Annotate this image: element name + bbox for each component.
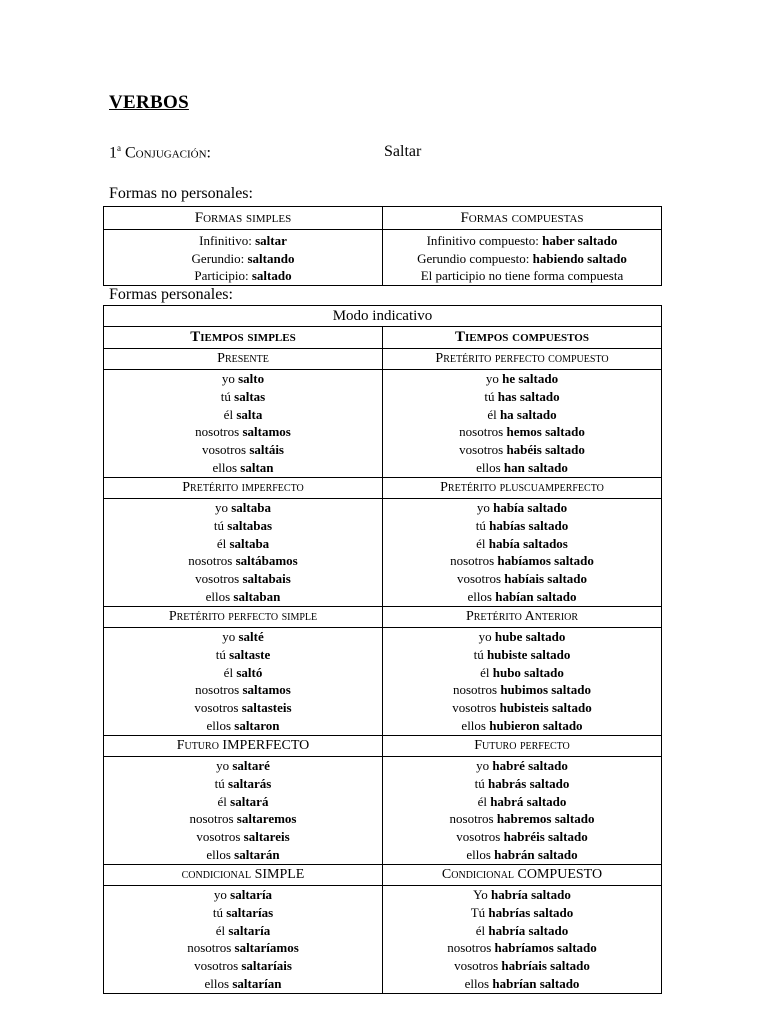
conjugation-number: 1: [109, 144, 117, 162]
form-value: habré saltado: [492, 758, 568, 773]
form-label: nosotros: [187, 940, 235, 956]
conjugated-form: [383, 975, 661, 993]
form-label: Gerundio:: [191, 250, 248, 266]
form-label: tú: [474, 775, 489, 791]
conjugated-form: [104, 423, 382, 441]
form-value: saltaste: [229, 646, 271, 662]
simple-conjugation-cell: [104, 370, 383, 478]
form-value: saltareis: [243, 829, 290, 845]
form-value: saltado: [251, 268, 292, 283]
conjugated-form: [383, 846, 661, 864]
conjugated-form: [383, 499, 661, 517]
form-label: yo: [216, 758, 233, 773]
form-label: tú: [475, 517, 490, 533]
conjugation-heading: [109, 143, 211, 162]
form-label: Infinitivo:: [199, 233, 256, 248]
verb-name: Saltar: [384, 143, 422, 160]
form-value: salta: [236, 406, 263, 422]
form-value: saltarían: [232, 975, 282, 991]
conjugated-form: [383, 406, 661, 424]
form-value: habíais saltado: [504, 571, 588, 587]
conjugated-form: [104, 459, 382, 477]
form-value: habremos saltado: [496, 811, 595, 827]
form-value: saltaríais: [241, 958, 292, 974]
form-value: saltan: [240, 459, 274, 475]
simple-tense-name: Pretérito imperfecto: [104, 478, 383, 499]
conjugated-form: [104, 699, 382, 717]
form-value: habrá saltado: [490, 793, 567, 809]
form-value: saltaron: [234, 717, 280, 733]
form-value: saltarías: [226, 904, 274, 920]
form-label: él: [223, 406, 237, 422]
form-value: saltabas: [227, 517, 273, 533]
form-label: vosotros: [202, 442, 250, 458]
form-label: él: [480, 664, 493, 680]
form-label: El participio no tiene forma compuesta: [420, 268, 624, 283]
form-value: habríais saltado: [501, 958, 590, 974]
personales-table: [103, 305, 662, 994]
form-label: ellos: [476, 459, 504, 475]
conjugated-form: [383, 441, 661, 459]
form-label: Tú: [470, 904, 489, 920]
conjugated-form: [383, 939, 661, 957]
form-value: habríamos saltado: [494, 940, 597, 956]
simple-conjugation-cell: [104, 886, 383, 994]
conjugated-form: [383, 957, 661, 975]
form-label: vosotros: [196, 829, 244, 845]
form-label: tú: [484, 388, 498, 404]
form-label: nosotros: [188, 553, 236, 569]
form-label: ellos: [206, 846, 235, 862]
form-value: saltamos: [242, 682, 291, 698]
conjugated-form: [383, 628, 661, 646]
form-label: ellos: [467, 588, 496, 604]
non-personal-form: [104, 232, 382, 250]
non-personal-form: [104, 267, 382, 285]
conjugated-form: [383, 517, 661, 535]
non-personal-form: [383, 250, 661, 268]
conjugated-form: [104, 757, 382, 775]
conjugated-form: [104, 535, 382, 553]
form-value: haber saltado: [542, 233, 618, 248]
simple-conjugation-cell: [104, 499, 383, 607]
simple-tense-name: condicional SIMPLE: [104, 865, 383, 886]
conjugation-label: Conjugación:: [125, 144, 212, 162]
conjugated-form: [383, 570, 661, 588]
form-value: hubiste saltado: [486, 646, 571, 662]
conjugated-form: [104, 646, 382, 664]
conjugated-form: [104, 370, 382, 388]
form-value: saltaban: [233, 588, 281, 604]
form-label: él: [477, 793, 491, 809]
personales-heading: Formas personales:: [109, 286, 233, 303]
compound-forms-cell: [383, 230, 662, 286]
conjugated-form: [383, 757, 661, 775]
form-value: he saltado: [502, 371, 559, 386]
form-label: vosotros: [456, 571, 505, 587]
form-value: saltaré: [232, 758, 270, 773]
form-label: él: [487, 406, 500, 422]
conjugated-form: [104, 681, 382, 699]
form-value: habías saltado: [489, 517, 569, 533]
form-label: tú: [473, 646, 487, 662]
form-label: ellos: [205, 588, 234, 604]
form-label: ellos: [464, 975, 493, 991]
form-value: saltó: [236, 664, 263, 680]
conjugated-form: [383, 717, 661, 735]
form-label: tú: [213, 517, 228, 533]
form-label: ellos: [461, 717, 490, 733]
conjugated-form: [104, 886, 382, 904]
conjugated-form: [104, 517, 382, 535]
form-label: vosotros: [459, 442, 507, 458]
form-value: habiendo saltado: [532, 250, 627, 266]
form-value: saltarán: [234, 846, 280, 862]
conjugated-form: [104, 406, 382, 424]
simple-tense-name: Presente: [104, 349, 383, 370]
non-personal-form: [383, 232, 661, 250]
form-label: vosotros: [452, 700, 500, 716]
form-value: había saltado: [493, 500, 568, 515]
form-label: yo: [478, 629, 495, 644]
form-value: hemos saltado: [506, 424, 585, 440]
form-label: yo: [221, 371, 239, 386]
form-label: ellos: [212, 459, 241, 475]
form-label: tú: [220, 388, 235, 404]
form-value: habrías saltado: [488, 904, 574, 920]
form-value: hubieron saltado: [489, 717, 583, 733]
form-value: saltaría: [228, 922, 271, 938]
conjugated-form: [104, 552, 382, 570]
form-label: nosotros: [189, 811, 237, 827]
compound-tense-name: Pretérito pluscuamperfecto: [383, 478, 662, 499]
conjugated-form: [383, 886, 661, 904]
form-value: saltar: [255, 233, 287, 248]
conjugated-form: [383, 793, 661, 811]
form-value: habéis saltado: [506, 442, 585, 458]
form-value: saltará: [230, 793, 269, 809]
form-value: había saltados: [488, 535, 568, 551]
compound-conjugation-cell: [383, 499, 662, 607]
form-value: saltas: [234, 388, 266, 404]
simple-forms-header: Formas simples: [104, 207, 383, 230]
form-label: Yo: [473, 887, 491, 902]
form-label: él: [475, 922, 489, 938]
form-label: vosotros: [195, 571, 243, 587]
simple-tense-name: Pretérito perfecto simple: [104, 607, 383, 628]
conjugated-form: [104, 717, 382, 735]
form-value: hubimos saltado: [500, 682, 591, 698]
conjugated-form: [383, 388, 661, 406]
conjugated-form: [383, 646, 661, 664]
form-label: nosotros: [195, 682, 243, 698]
page-title: VERBOS: [109, 92, 189, 113]
conjugated-form: [104, 810, 382, 828]
conjugated-form: [383, 552, 661, 570]
no-personales-table: [103, 206, 662, 286]
conjugated-form: [383, 588, 661, 606]
compound-forms-header: Formas compuestas: [383, 207, 662, 230]
compound-conjugation-cell: [383, 628, 662, 736]
simple-conjugation-cell: [104, 628, 383, 736]
conjugated-form: [104, 499, 382, 517]
form-value: han saltado: [503, 459, 568, 475]
compound-tense-name: Pretérito Anterior: [383, 607, 662, 628]
simple-forms-cell: [104, 230, 383, 286]
form-value: habréis saltado: [503, 829, 588, 845]
form-label: yo: [485, 371, 503, 386]
form-value: saltaremos: [236, 811, 297, 827]
form-value: habíamos saltado: [497, 553, 594, 569]
non-personal-form: [104, 250, 382, 268]
compound-conjugation-cell: [383, 757, 662, 865]
form-label: él: [217, 793, 231, 809]
conjugated-form: [383, 459, 661, 477]
simple-tense-name: Futuro IMPERFECTO: [104, 736, 383, 757]
conjugated-form: [383, 681, 661, 699]
conjugated-form: [383, 535, 661, 553]
compound-conjugation-cell: [383, 886, 662, 994]
conjugated-form: [104, 664, 382, 682]
form-label: él: [215, 922, 229, 938]
form-value: habrían saltado: [492, 975, 580, 991]
form-label: vosotros: [454, 958, 502, 974]
form-value: saltando: [247, 250, 295, 266]
conjugated-form: [383, 370, 661, 388]
form-label: él: [223, 664, 237, 680]
conjugated-form: [383, 904, 661, 922]
form-value: saltaría: [230, 887, 273, 902]
form-value: ha saltado: [499, 406, 557, 422]
conjugation-ordinal: a: [117, 143, 121, 153]
form-label: él: [476, 535, 489, 551]
form-label: ellos: [206, 717, 235, 733]
modo-indicativo-header: Modo indicativo: [104, 306, 662, 327]
form-label: yo: [213, 887, 231, 902]
conjugated-form: [104, 922, 382, 940]
form-label: tú: [215, 646, 230, 662]
compound-tense-name: Futuro perfecto: [383, 736, 662, 757]
form-label: Infinitivo compuesto:: [426, 233, 543, 248]
form-value: saltábamos: [235, 553, 298, 569]
form-label: Gerundio compuesto:: [417, 250, 533, 266]
form-label: vosotros: [194, 958, 242, 974]
conjugated-form: [104, 570, 382, 588]
form-label: tú: [214, 775, 229, 791]
conjugated-form: [383, 810, 661, 828]
form-label: nosotros: [450, 553, 498, 569]
conjugated-form: [104, 628, 382, 646]
conjugated-form: [104, 939, 382, 957]
form-label: nosotros: [447, 940, 495, 956]
form-value: hubisteis saltado: [499, 700, 592, 716]
form-value: has saltado: [497, 388, 560, 404]
form-label: Participio:: [194, 268, 252, 283]
tiempos-compuestos-header: Tiempos compuestos: [383, 327, 662, 349]
simple-conjugation-cell: [104, 757, 383, 865]
compound-tense-name: Condicional COMPUESTO: [383, 865, 662, 886]
form-value: salto: [238, 371, 265, 386]
conjugated-form: [104, 846, 382, 864]
conjugated-form: [104, 793, 382, 811]
form-label: nosotros: [453, 682, 501, 698]
conjugated-form: [383, 664, 661, 682]
form-value: saltáis: [249, 442, 284, 458]
form-label: yo: [476, 758, 493, 773]
form-value: habría saltado: [488, 922, 569, 938]
form-label: nosotros: [449, 811, 497, 827]
compound-tense-name: Pretérito perfecto compuesto: [383, 349, 662, 370]
compound-conjugation-cell: [383, 370, 662, 478]
conjugated-form: [383, 775, 661, 793]
form-value: salté: [238, 629, 264, 644]
form-value: saltaba: [229, 535, 270, 551]
form-label: yo: [222, 629, 239, 644]
form-value: saltasteis: [241, 700, 292, 716]
conjugated-form: [104, 904, 382, 922]
form-value: habría saltado: [491, 887, 571, 902]
form-value: hube saltado: [494, 629, 566, 644]
non-personal-form: [383, 267, 661, 285]
conjugated-form: [104, 441, 382, 459]
form-label: ellos: [466, 846, 495, 862]
conjugated-form: [104, 775, 382, 793]
conjugated-form: [104, 957, 382, 975]
conjugated-form: [383, 922, 661, 940]
form-value: saltaríamos: [234, 940, 299, 956]
form-label: ellos: [204, 975, 233, 991]
form-label: nosotros: [195, 424, 243, 440]
form-label: yo: [476, 500, 494, 515]
conjugated-form: [383, 423, 661, 441]
conjugated-form: [104, 388, 382, 406]
conjugated-form: [383, 699, 661, 717]
form-value: habrán saltado: [494, 846, 578, 862]
form-label: vosotros: [456, 829, 504, 845]
form-value: saltamos: [242, 424, 291, 440]
conjugated-form: [104, 975, 382, 993]
tiempos-simples-header: Tiempos simples: [104, 327, 383, 349]
conjugated-form: [104, 588, 382, 606]
form-value: habían saltado: [495, 588, 577, 604]
form-value: saltabais: [242, 571, 291, 587]
form-value: hubo saltado: [492, 664, 564, 680]
form-value: saltarás: [228, 775, 272, 791]
conjugated-form: [104, 828, 382, 846]
form-label: nosotros: [459, 424, 507, 440]
form-label: él: [216, 535, 230, 551]
form-value: habrás saltado: [488, 775, 570, 791]
form-label: tú: [212, 904, 227, 920]
no-personales-heading: Formas no personales:: [109, 185, 253, 202]
form-label: vosotros: [194, 700, 242, 716]
form-label: yo: [215, 500, 232, 515]
form-value: saltaba: [231, 500, 271, 515]
conjugated-form: [383, 828, 661, 846]
